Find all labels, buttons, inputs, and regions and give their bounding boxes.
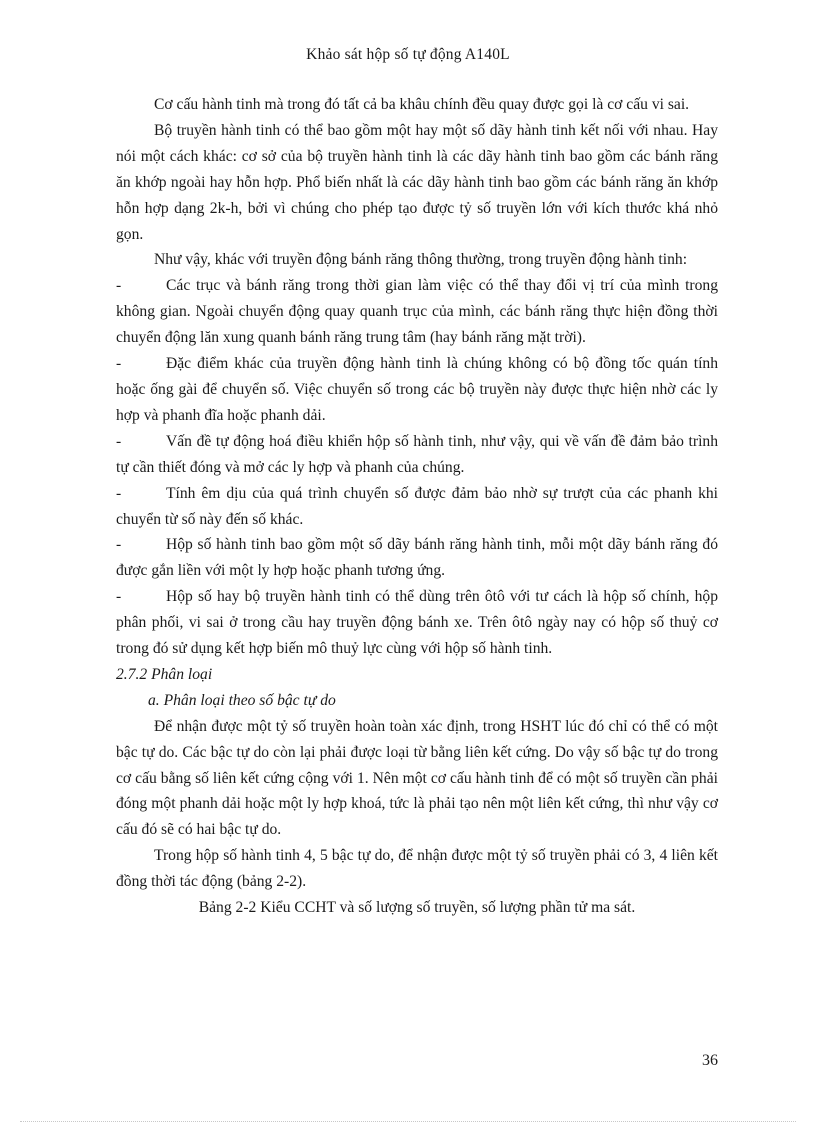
bullet-text: Hộp số hay bộ truyền hành tinh có thể dùng trên ôtô với tư cách là hộp số chính, hộp phân phối, vi sai ở trong cầu hay truyền động bánh xe. Trên ôtô ngày nay có hộp số thuỷ cơ trong đó sử dụng kết hợp biến mô thuỷ lực cùng với hộp số hành tinh. bbox=[116, 588, 718, 658]
body-text bbox=[116, 92, 718, 921]
bullet-dash: - bbox=[116, 484, 122, 502]
section-heading: 2.7.2 Phân loại bbox=[116, 665, 213, 683]
bullet-text: Hộp số hành tinh bao gồm một số dãy bánh răng hành tinh, mỗi một dãy bánh răng đó được gắn liền với một ly hợp hoặc phanh tương ứng. bbox=[116, 536, 718, 580]
bullet-text: Các trục và bánh răng trong thời gian làm việc có thể thay đổi vị trí của mình trong không gian. Ngoài chuyển động quay quanh trục của mình, các bánh răng thực hiện đồng thời chuyển động lăn xung quanh bánh răng trung tâm (hay bánh răng mặt trời). bbox=[116, 277, 718, 347]
subsection-heading: a. Phân loại theo số bậc tự do bbox=[148, 691, 336, 709]
paragraph-2: Bộ truyền hành tinh có thể bao gồm một hay một số dãy hành tinh kết nối với nhau. Hay nói một cách khác: cơ sở của bộ truyền hành tinh là các dãy hành tinh bao gồm các bánh răng ăn khớp ngoài hay hỗn hợp. Phổ biến nhất là các dãy hành tinh bao gồm các bánh răng ăn khớp hỗn hợp dạng 2k-h, bởi vì chúng cho phép tạo được tỷ số truyền lớn với kích thước khá nhỏ gọn. bbox=[116, 121, 718, 243]
bullet-text: Đặc điểm khác của truyền động hành tinh là chúng không có bộ đồng tốc quán tính hoặc ống gài để chuyển số. Việc chuyển số trong các bộ truyền này được thực hiện nhờ các ly hợp và phanh đĩa hoặc phanh dải. bbox=[116, 355, 718, 424]
page-number: 36 bbox=[702, 1052, 718, 1069]
bullet-dash: - bbox=[116, 355, 122, 373]
paragraph-3: Như vậy, khác với truyền động bánh răng thông thường, trong truyền động hành tinh: bbox=[154, 251, 688, 269]
bullet-dash: - bbox=[116, 588, 122, 606]
bullet-item bbox=[116, 273, 718, 351]
paragraph-1: Cơ cấu hành tinh mà trong đó tất cả ba khâu chính đều quay được gọi là cơ cấu vi sai. bbox=[154, 96, 690, 113]
bullet-item bbox=[116, 481, 718, 533]
bullet-item bbox=[116, 429, 718, 481]
paragraph-4: Để nhận được một tỷ số truyền hoàn toàn xác định, trong HSHT lúc đó chỉ có thể có một bậc tự do. Các bậc tự do còn lại phải được loại từ bằng liên kết cứng. Do vậy số bậc tự do trong cơ cấu bằng số liên kết cứng cộng với 1. Nên một cơ cấu hành tinh để có một số truyền cần phải đóng một phanh dải hoặc một ly hợp khoá, tức là phải tạo nên một liên kết cứng, thì như vậy cơ cấu đó sẽ có hai bậc tự do. bbox=[116, 717, 718, 839]
bullet-dash: - bbox=[116, 277, 122, 295]
bullet-item bbox=[116, 351, 718, 429]
bullet-dash: - bbox=[116, 536, 122, 554]
bullet-dash: - bbox=[116, 432, 122, 450]
page-header-title: Khảo sát hộp số tự động A140L bbox=[306, 46, 510, 63]
bullet-item bbox=[116, 532, 718, 584]
paragraph-5: Trong hộp số hành tinh 4, 5 bậc tự do, để nhận được một tỷ số truyền phải có 3, 4 liên kết đồng thời tác động (bảng 2-2). bbox=[116, 847, 718, 891]
table-caption: Bảng 2-2 Kiểu CCHT và số lượng số truyền, số lượng phần tử ma sát. bbox=[198, 899, 636, 917]
bullet-item bbox=[116, 584, 718, 662]
bullet-text: Tính êm dịu của quá trình chuyển số được đảm bảo nhờ sự trượt của các phanh khi chuyển từ số này đến số khác. bbox=[116, 484, 718, 528]
bullet-text: Vấn đề tự động hoá điều khiển hộp số hành tinh, như vậy, qui về vấn đề đảm bảo trình tự cần thiết đóng và mở các ly hợp và phanh của chúng. bbox=[116, 432, 718, 476]
footer-divider bbox=[20, 1121, 796, 1122]
